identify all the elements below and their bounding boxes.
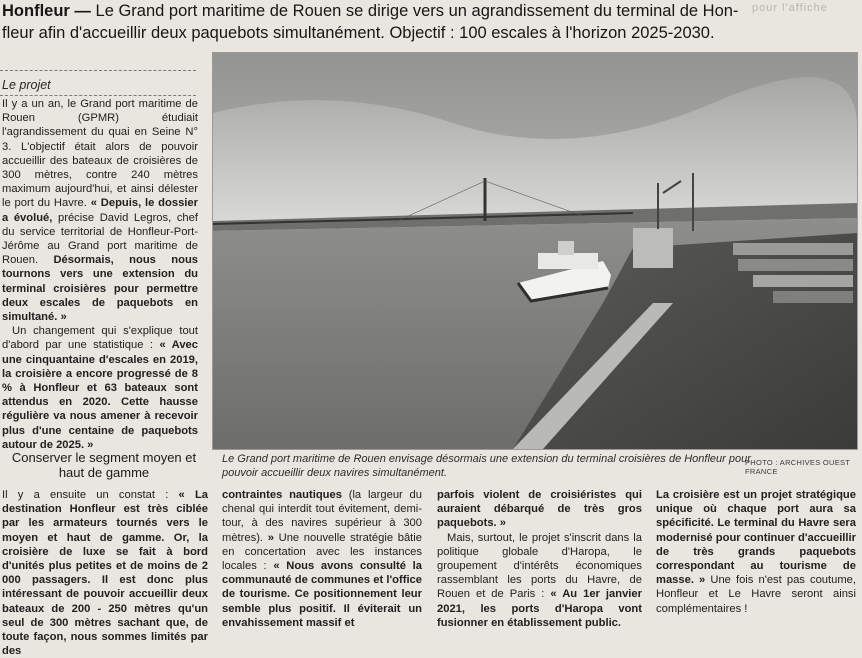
section-label: Le projet: [2, 78, 51, 92]
paragraph-1: Il y a un an, le Grand port maritime de Rouen (GPMR) étudiait l'agrandissement du quai en Seine N° 3. L'objectif était alors de pouvoir accueillir des bateaux de croisières de 300 mètres, contre 240 mètres maximum aujourd'hui, et ainsi délester le port du Havre. « Depuis, le dossier a évolué, précise David Legros, chef du service territorial de Honfleur-Port-Jérôme au Grand port maritime de Rouen. Désormais, nous nous tournons vers une extension du terminal croisières pour permettre deux escales de paquebots en simultané. »: [2, 98, 199, 324]
port-photo-illustration: [213, 53, 857, 449]
subheading: Conserver le segment moyen et haut de gamme: [11, 450, 197, 480]
article-column-1b: [2, 488, 208, 658]
section-divider-lower: [0, 95, 196, 96]
headline: [2, 0, 742, 44]
headline-line-1: [2, 0, 742, 22]
paragraph-4: contraintes nautiques (la largeur du chenal qui interdit tout évitement, demi-tour, à des navires supérieur à 300 mètres). » Une nouvelle stratégie bâtie en concertation avec les instances locales : « Nous avons consulté la communauté de communes et l'office de tourisme. Ce positionnement leur semble plus positif. Il éviterait un envahissement massif et: [222, 489, 423, 629]
photo-credit: PHOTO : ARCHIVES OUEST FRANCE: [745, 458, 851, 476]
article-column-4: [656, 488, 856, 616]
paragraph-3: Il y a ensuite un constat : « La destination Honfleur est très ciblée par les armateurs tournés vers le moyen et haut de gamme. Or, la croisière de luxe se fait à bord d'unités plus petites et de moins de 2 000 passagers. Il est donc plus intéressant de pouvoir accueillir deux bateaux de 200 - 250 mètres qu'un seul de 300 mètres sachant que, de toute façon, nous sommes limités par des: [2, 489, 208, 658]
paragraph-2: Un changement qui s'explique tout d'abord par une statistique : « Avec une cinquantaine d'escales en 2019, la croisière a encore progressé de 8 % à Honfleur et 63 bateaux sont attendus en 2020. Cette hausse régulière va nous amener à recevoir plus d'une centaine de paquebots autour de 2025. »: [2, 325, 199, 451]
paragraph-6: Mais, surtout, le projet s'inscrit dans la politique globale d'Haropa, le groupement d'intérêts économiques rassemblant les ports du Havre, de Rouen et de Paris : « Au 1er janvier 2021, les ports d'Haropa vont fusionner en établissement public.: [437, 531, 642, 629]
headline-line-2: fleur afin d'accueillir deux paquebots simultanément. Objectif : 100 escales à l'horizon 2025-2030.: [2, 24, 715, 42]
article-column-1: [2, 97, 198, 452]
paragraph-7: La croisière est un projet stratégique unique où chaque port aura sa spécificité. Le terminal du Havre sera modernisé pour continuer d'accueillir de très grands paquebots correspondant au tourisme de masse. » Une fois n'est pas coutume, Honfleur et Le Havre seront ainsi complémentaires !: [656, 489, 856, 615]
photo-caption: Le Grand port maritime de Rouen envisage désormais une extension du terminal croisières de Honfleur pour pouvoir accueillir deux navires simultanément.: [222, 453, 751, 479]
headline-text-1: Le Grand port maritime de Rouen se dirige vers un agrandissement du terminal de Hon-: [95, 2, 739, 20]
paragraph-5: parfois violent de croisiéristes qui auraient débarqué de très gros paquebots. »: [437, 489, 642, 530]
section-divider: [0, 70, 196, 71]
article-column-3: [437, 488, 642, 630]
headline-place: Honfleur —: [2, 2, 91, 20]
masthead-fragment: pour l'affiche: [752, 2, 828, 14]
port-photo: [212, 52, 858, 450]
article-column-2: [222, 488, 422, 630]
